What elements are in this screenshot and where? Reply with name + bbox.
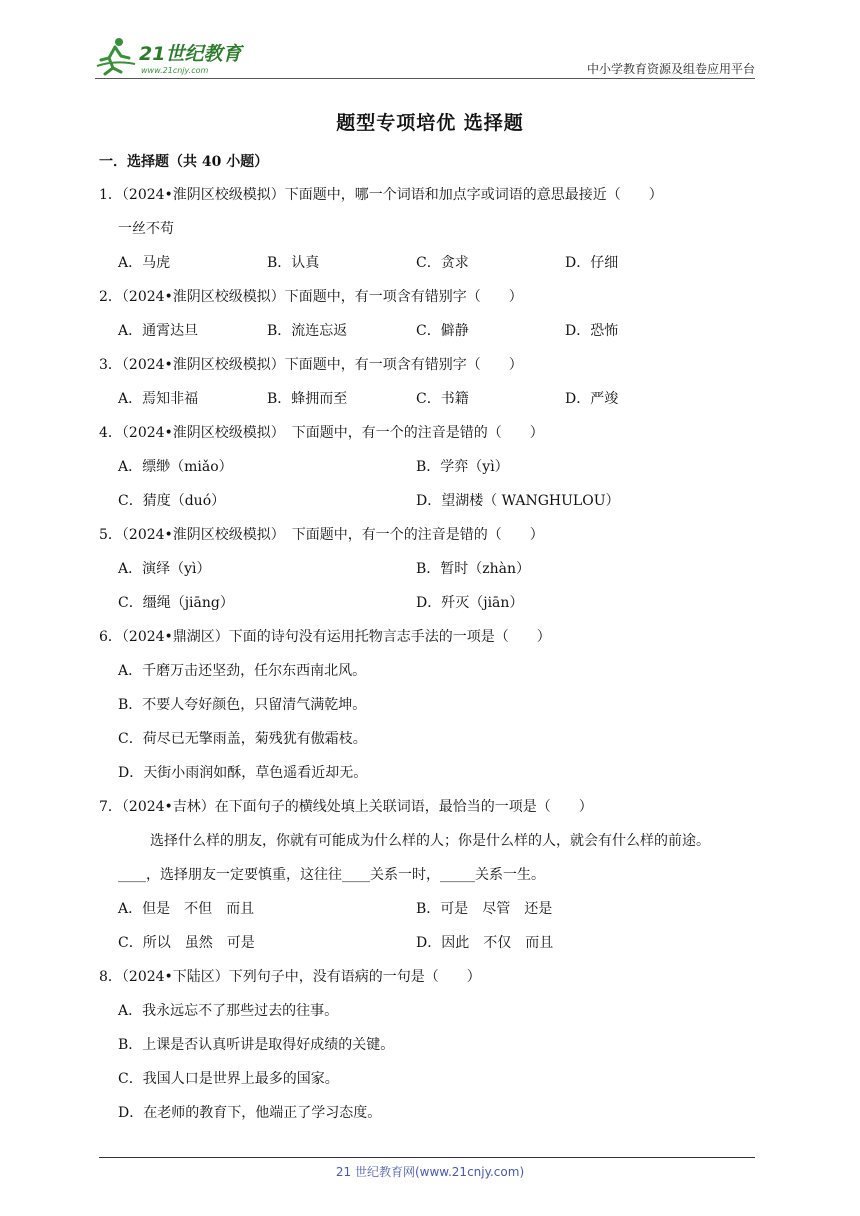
question-blank-line: ____，选择朋友一定要慎重，这往往____关系一时，_____关系一生。	[118, 867, 545, 883]
question-stem: 5．（2024•淮阴区校级模拟） 下面题中，有一个的注音是错的（ ）	[99, 527, 544, 543]
option-b: B．学弈（yì）	[416, 459, 509, 475]
site-logo	[95, 34, 265, 78]
option-b: B．暂时（zhàn）	[416, 561, 531, 577]
option-b: B．不要人夸好颜色，只留清气满乾坤。	[118, 697, 367, 713]
options-row	[99, 318, 759, 352]
question-stem: 3．（2024•淮阴区校级模拟）下面题中，有一项含有错别字（ ）	[99, 357, 523, 373]
options-row	[99, 250, 759, 284]
option-b: B．蜂拥而至	[267, 391, 348, 407]
option-a: A．通霄达旦	[118, 323, 199, 339]
option-d: D．恐怖	[565, 323, 619, 339]
question-1	[99, 182, 759, 284]
question-3	[99, 352, 759, 420]
options-row	[99, 386, 759, 420]
question-5	[99, 522, 759, 624]
question-list	[99, 182, 759, 1134]
question-stem: 7．（2024•吉林）在下面句子的横线处填上关联词语，最恰当的一项是（ ）	[99, 799, 593, 815]
options-row	[99, 488, 759, 522]
question-6	[99, 624, 759, 794]
option-d: D．在老师的教育下，他端正了学习态度。	[118, 1105, 382, 1121]
options-row	[99, 930, 759, 964]
question-passage: 选择什么样的朋友，你就有可能成为什么样的人；你是什么样的人，就会有什么样的前途。	[150, 833, 710, 849]
option-d: D．严竣	[565, 391, 619, 407]
option-d: D．天街小雨润如酥，草色遥看近却无。	[118, 765, 368, 781]
option-a: A．我永远忘不了那些过去的往事。	[118, 1003, 339, 1019]
option-c: C．书籍	[416, 391, 469, 407]
option-c: C．我国人口是世界上最多的国家。	[118, 1071, 339, 1087]
option-c: C．贪求	[416, 255, 469, 271]
logo-text: 21世纪教育	[139, 43, 242, 65]
question-stem: 4．（2024•淮阴区校级模拟） 下面题中，有一个的注音是错的（ ）	[99, 425, 544, 441]
option-c: C．僻静	[416, 323, 469, 339]
footer-text: 21 世纪教育网(www.21cnjy.com)	[335, 1165, 525, 1179]
option-a: A．缥缈（miǎo）	[118, 459, 233, 475]
page-title: 题型专项培优 选择题	[336, 112, 524, 134]
option-d: D．因此 不仅 而且	[416, 935, 554, 951]
question-4	[99, 420, 759, 522]
section-heading: 一．选择题（共 40 小题）	[99, 154, 269, 170]
question-stem: 6．（2024•鼎湖区）下面的诗句没有运用托物言志手法的一项是（ ）	[99, 629, 551, 645]
options-row	[99, 556, 759, 590]
question-stem: 1．（2024•淮阴区校级模拟）下面题中，哪一个词语和加点字或词语的意思最接近（ ）	[99, 187, 663, 203]
option-a: A．但是 不但 而且	[118, 901, 255, 917]
header-divider	[95, 78, 755, 79]
page-header	[95, 32, 755, 80]
question-stem: 2．（2024•淮阴区校级模拟）下面题中，有一项含有错别字（ ）	[99, 289, 523, 305]
option-a: A．马虎	[118, 255, 171, 271]
logo-url: www.21cnjy.com	[141, 66, 209, 75]
options-row	[99, 454, 759, 488]
question-stem: 8．（2024•下陆区）下列句子中，没有语病的一句是（ ）	[99, 969, 481, 985]
question-7	[99, 794, 759, 964]
option-a: A．演绎（yì）	[118, 561, 211, 577]
options-row	[99, 590, 759, 624]
option-b: B．上课是否认真听讲是取得好成绩的关键。	[118, 1037, 395, 1053]
option-d: D．仔细	[565, 255, 619, 271]
option-a: A．焉知非福	[118, 391, 199, 407]
footer-divider	[99, 1157, 755, 1158]
option-a: A．千磨万击还坚劲，任尔东西南北风。	[118, 663, 367, 679]
option-b: B．流连忘返	[267, 323, 348, 339]
option-b: B．认真	[267, 255, 320, 271]
question-2	[99, 284, 759, 352]
option-c: C．猜度（duó）	[118, 493, 226, 509]
option-c: C．缰绳（jiāng）	[118, 595, 234, 611]
option-c: C．所以 虽然 可是	[118, 935, 255, 951]
options-row	[99, 896, 759, 930]
option-b: B．可是 尽管 还是	[416, 901, 553, 917]
option-d: D．歼灭（jiān）	[416, 595, 524, 611]
question-subject-word: 一丝不苟	[118, 221, 174, 237]
platform-text: 中小学教育资源及组卷应用平台	[586, 62, 755, 76]
question-8	[99, 964, 759, 1134]
option-d: D．望湖楼（ WANGHULOU）	[416, 493, 620, 509]
option-c: C．荷尽已无擎雨盖，菊残犹有傲霜枝。	[118, 731, 367, 747]
